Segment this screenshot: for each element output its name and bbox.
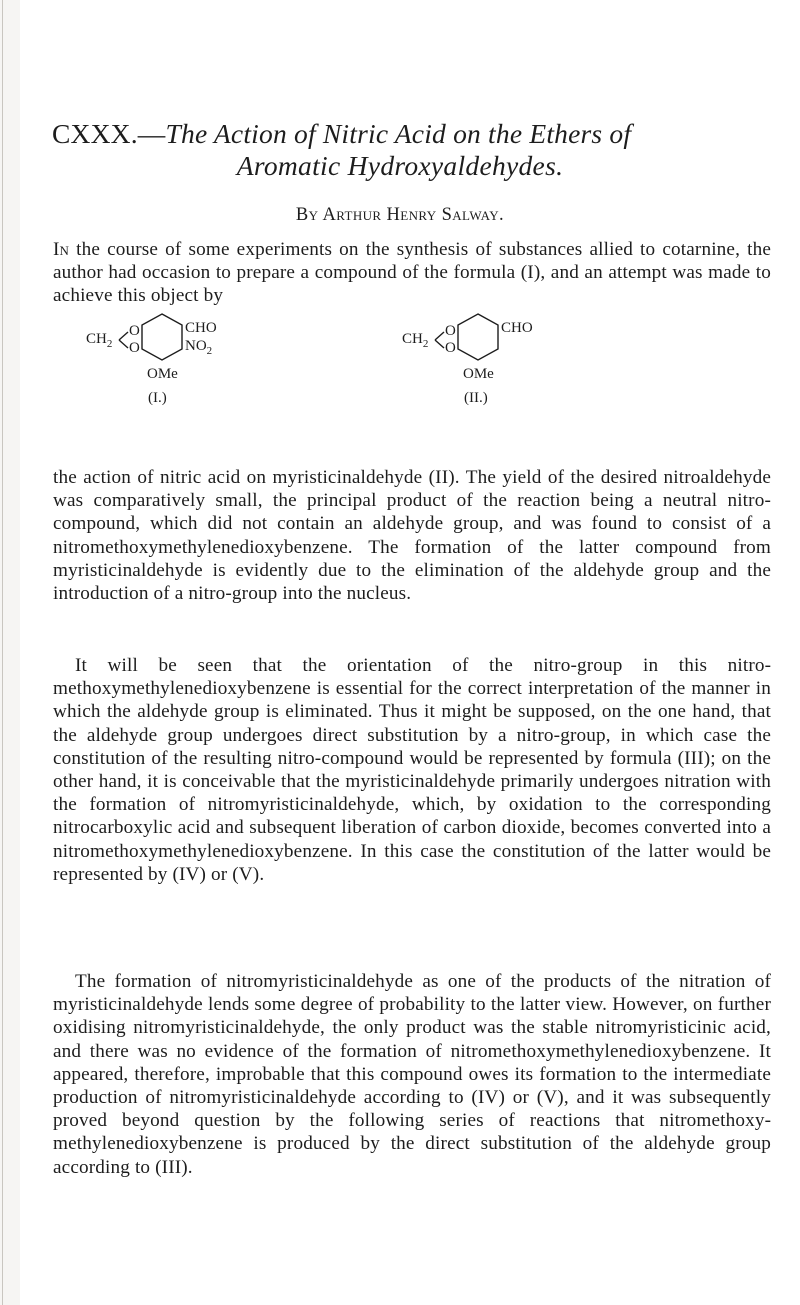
paragraph-1 xyxy=(53,238,771,308)
formula-I-o-bottom: O xyxy=(129,340,140,356)
formula-I-benzene-ring xyxy=(142,314,182,360)
formula-II-o-top: O xyxy=(445,323,456,339)
paragraph-2: the action of nitric acid on myristicinaldehyde (II). The yield of the desired nitroaldehyde was comparatively small, the principal product of the reaction being a neutral nitro-compound, which did not contain an aldehyde group, and was found to consist of a nitromethoxymethylenedioxybenzene. The formation of the latter compound from myristicinaldehyde is evidently due to the elimination of the aldehyde group and the introduction of a nitro-group into the nucleus. xyxy=(53,467,771,605)
formula-II-cho: CHO xyxy=(501,320,533,336)
structural-formula-I xyxy=(86,310,306,460)
formula-II-benzene-ring xyxy=(458,314,498,360)
formula-II-ome: OMe xyxy=(463,366,494,382)
formula-II-label: (II.) xyxy=(464,390,488,406)
formula-I-ch2: $CH_2$ xyxy=(86,331,113,350)
formula-I-o-top: O xyxy=(129,323,140,339)
formula-II-o-bottom: O xyxy=(445,340,456,356)
formula-I-no2: $NO_2$ xyxy=(185,338,213,357)
formula-I-ome: OMe xyxy=(147,366,178,382)
paragraph-1-lead: In xyxy=(53,239,70,260)
title-dash: — xyxy=(137,118,166,149)
formula-II-ch2: $CH_2$ xyxy=(402,331,429,350)
paragraph-4: The formation of nitromyristicinaldehyde as one of the products of the nitration of myristicinaldehyde lends some degree of probability to the latter view. However, on further oxidising nitromyristicinaldehyde, the only product was the stable nitromyristicinic acid, and there was no evidence of the formation of nitromethoxymethylenedioxybenzene. It appeared, therefore, improbable that this compound owes its formation to the intermediate production of nitromyristicinaldehyde according to (IV) or (V), and it was subsequently proved beyond question by the following series of reactions that nitromethoxymethylenedioxybenzene is produced by the direct substitution of the aldehyde group according to (III). xyxy=(53,971,771,1178)
author-byline: By Arthur Henry Salway. xyxy=(295,205,505,225)
paragraph-1-text: the course of some experiments on the synthesis of substances allied to cotarnine, the author had occasion to prepare a compound of the formula (I), and an attempt was made to achieve this object by xyxy=(53,239,771,307)
article-title-line2: Aromatic Hydroxyaldehydes. xyxy=(236,150,564,181)
binding-edge xyxy=(2,0,3,1305)
article-number: CXXX. xyxy=(52,118,138,149)
article-title-line1 xyxy=(52,118,772,150)
title-text-part1: The Action of Nitric Acid on the Ethers of xyxy=(165,118,632,149)
formula-I-label: (I.) xyxy=(148,390,167,406)
paragraph-3: It will be seen that the orientation of the nitro-group in this nitromethoxymethylenedioxybenzene is essential for the correct interpretation of the manner in which the aldehyde group is eliminated. Thus it might be supposed, on the one hand, that the aldehyde group undergoes direct substitution by a nitro-group, in which case the constitution of the resulting nitro-compound would be represented by formula (III); on the other hand, it is conceivable that the myristicinaldehyde primarily undergoes nitration with the formation of nitromyristicinaldehyde, which, by oxidation to the corresponding nitrocarboxylic acid and subsequent liberation of carbon dioxide, becomes converted into a nitromethoxymethylenedioxybenzene. In this case the constitution of the latter would be represented by (IV) or (V). xyxy=(53,655,771,885)
structural-formula-II xyxy=(402,310,622,460)
formula-I-cho: CHO xyxy=(185,320,217,336)
